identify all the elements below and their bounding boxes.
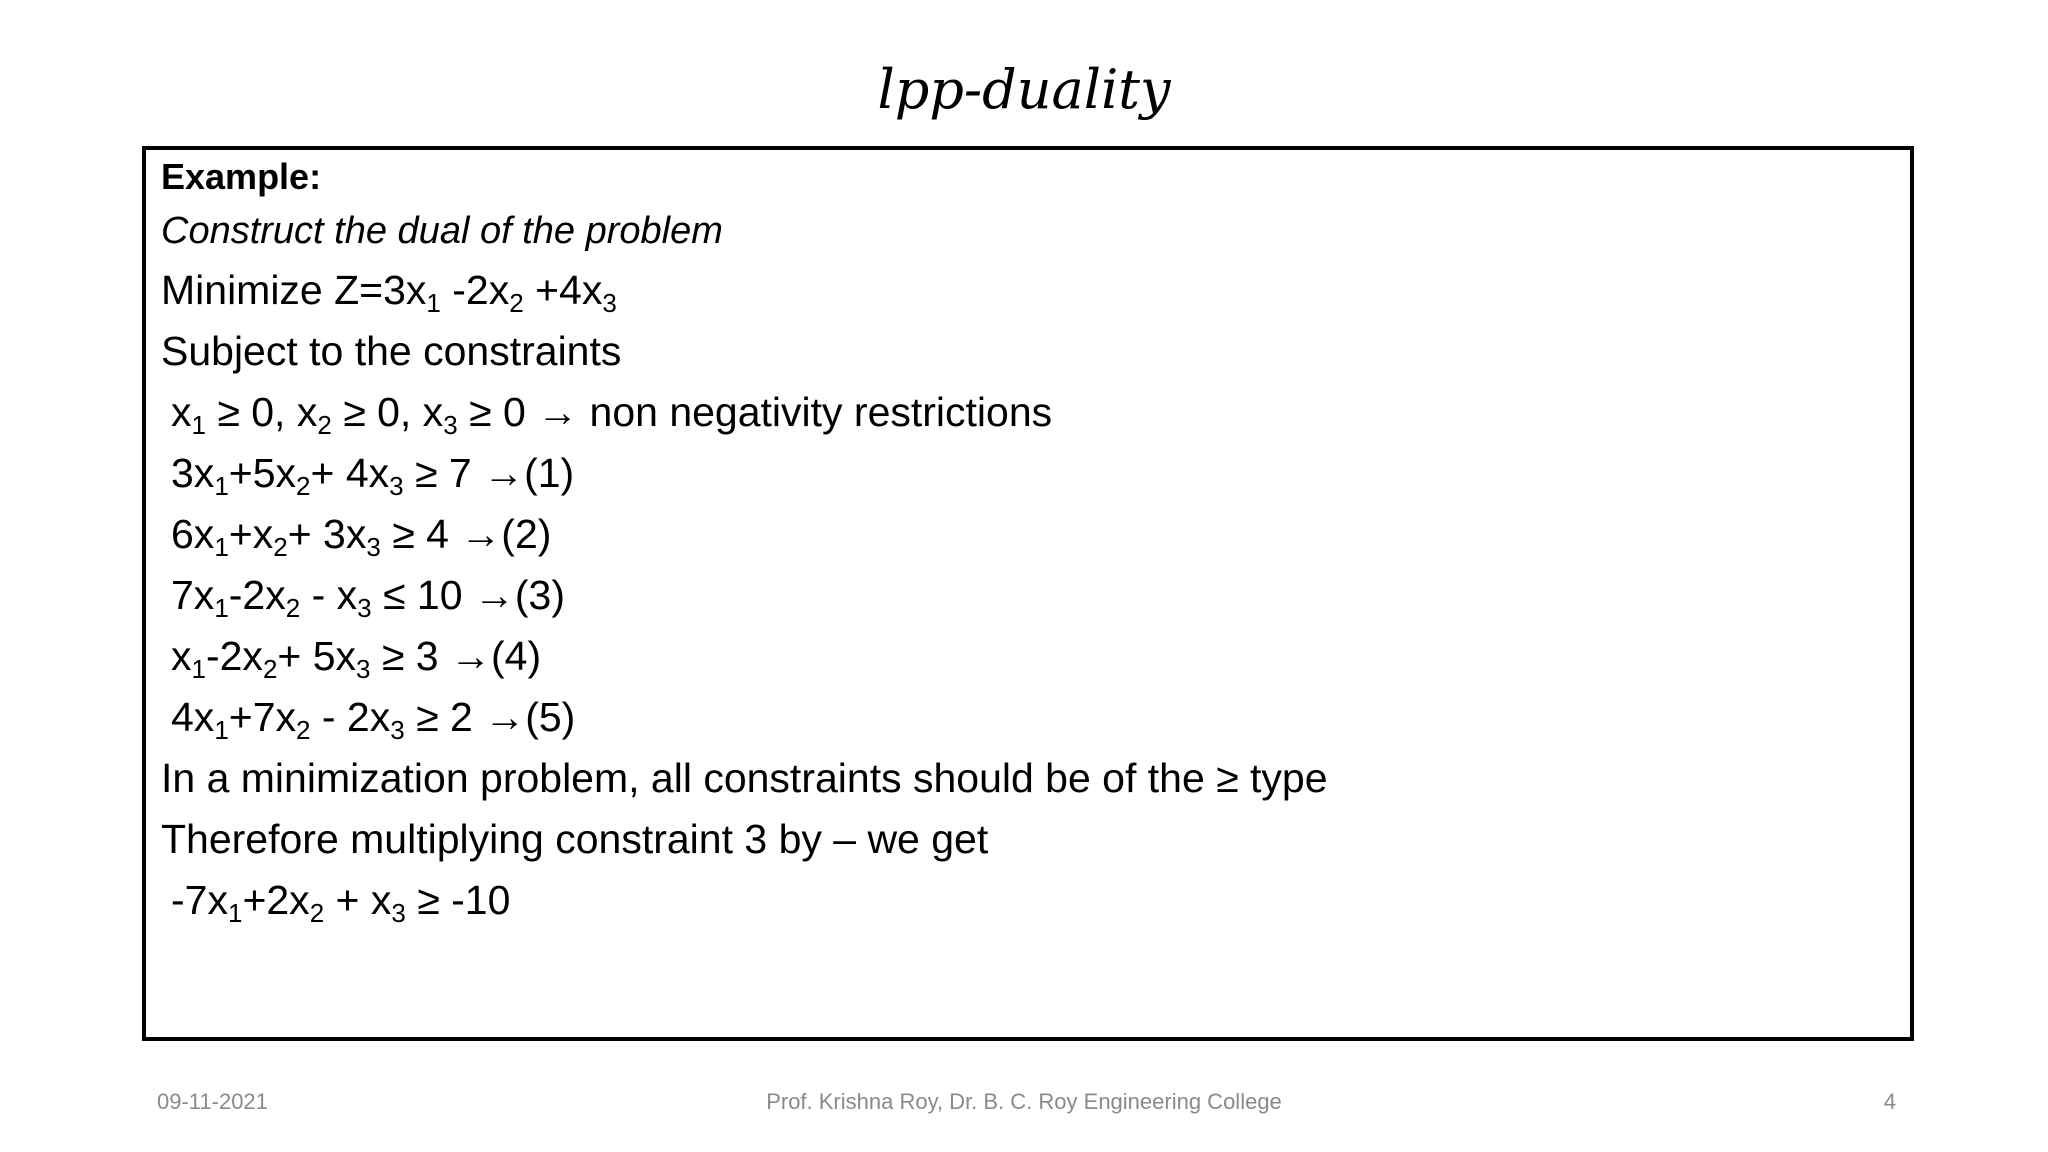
constraint-1: $3x_1+5x_2+ 4x_3 \ge 7 \to(1)$ [171, 450, 575, 501]
constraint-5: $4x_1+7x_2 - 2x_3 \ge 2 \to(5)$ [171, 694, 576, 745]
multiplication-note: Therefore multiplying constraint 3 by – we get [161, 816, 989, 862]
transformed-constraint: $-7x_1+2x_2 + x_3 \ge -10$ [171, 877, 511, 928]
objective-function: Minimize $Z=3x_1$ $-2x_2 +4x_3$ [161, 267, 617, 318]
footer-date: 09-11-2021 [157, 1089, 268, 1114]
constraint-4: $x_1-2x_2+ 5x_3 \ge 3 \to(4)$ [171, 633, 542, 684]
content-lines [161, 150, 1890, 931]
example-heading: Example: [161, 156, 322, 197]
minimization-note: In a minimization problem, all constraints should be of the ≥ type [161, 755, 1328, 801]
content-box [142, 146, 1914, 1041]
nonnegativity-line: $x_1 \ge 0$, $x_2 \ge 0$, $x_3 \ge 0$ → non negativity restrictions [171, 389, 1053, 440]
constraint-2: $6x_1+x_2+ 3x_3 \ge 4 \to(2)$ [171, 511, 552, 562]
instruction-text: Construct the dual of the problem [161, 210, 723, 252]
page-number: 4 [1883, 1089, 1896, 1114]
constraint-3: $7x_1-2x_2 - x_3 \le 10 \to(3)$ [171, 572, 566, 623]
subject-to-text: Subject to the constraints [161, 328, 622, 374]
slide-title: lpp-duality [877, 58, 1171, 121]
footer-author: Prof. Krishna Roy, Dr. B. C. Roy Engineering College [766, 1089, 1282, 1114]
